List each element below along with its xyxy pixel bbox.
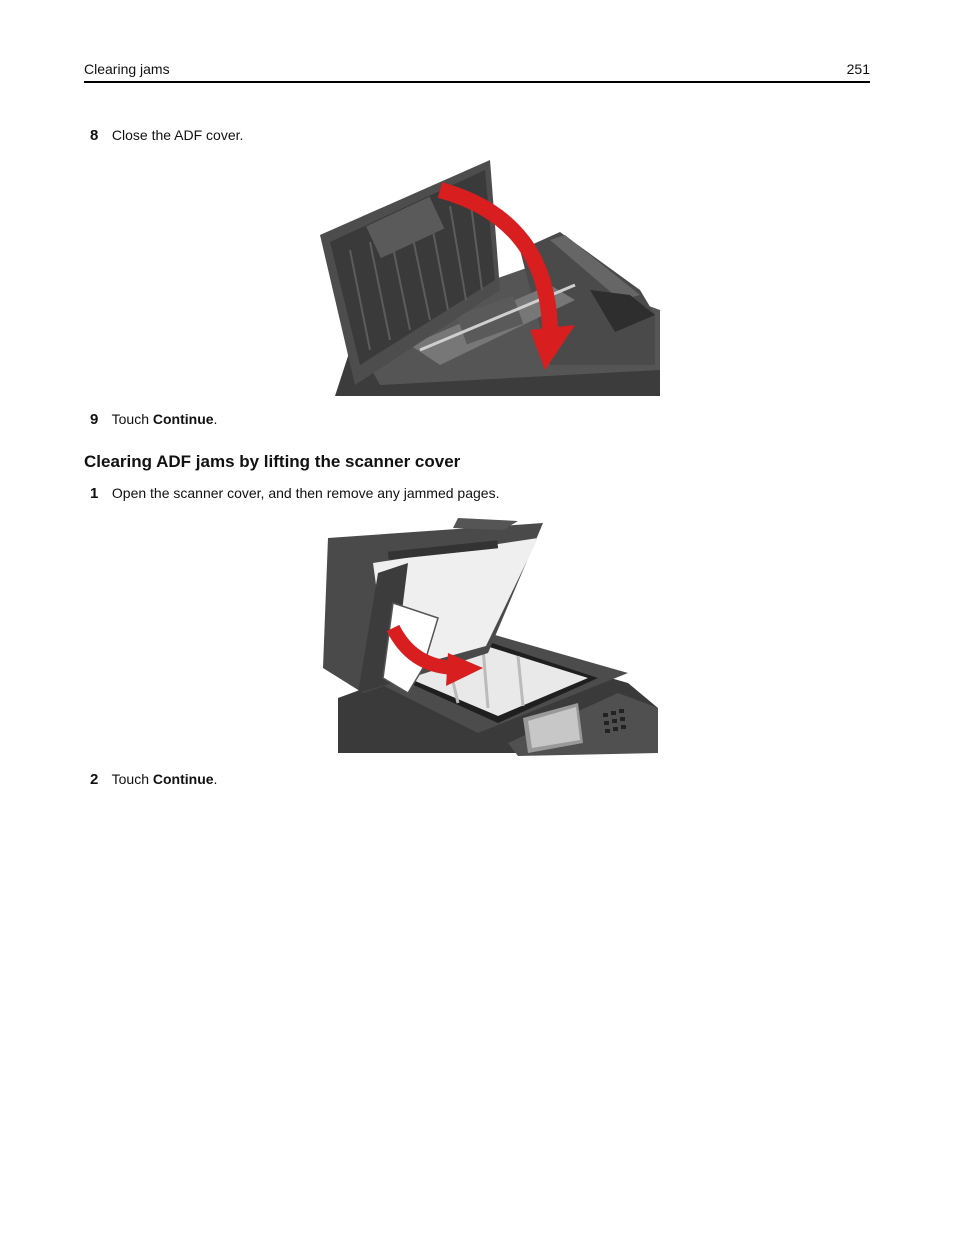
adf-cover-close-illustration xyxy=(320,160,660,396)
step-text-before: Touch xyxy=(111,771,153,787)
step-1 xyxy=(90,484,499,503)
scanner-cover-open-illustration xyxy=(318,518,660,756)
step-text: Close the ADF cover. xyxy=(111,127,244,143)
step-number: 8 xyxy=(90,127,99,144)
step-text-after: . xyxy=(213,411,218,427)
step-text: Open the scanner cover, and then remove any jammed pages. xyxy=(111,485,500,501)
section-heading: Clearing ADF jams by lifting the scanner cover xyxy=(84,452,461,471)
page-number: 251 xyxy=(846,61,870,77)
step-8 xyxy=(90,126,243,145)
continue-label: Continue xyxy=(152,771,214,787)
step-number: 1 xyxy=(90,485,99,502)
step-number: 9 xyxy=(90,411,99,428)
page-header xyxy=(84,61,870,83)
step-text-after: . xyxy=(213,771,218,787)
step-number: 2 xyxy=(90,771,99,788)
continue-label: Continue xyxy=(152,411,214,427)
step-2 xyxy=(90,770,217,789)
step-text-before: Touch xyxy=(111,411,153,427)
step-9 xyxy=(90,410,217,429)
section-title: Clearing jams xyxy=(84,61,170,77)
